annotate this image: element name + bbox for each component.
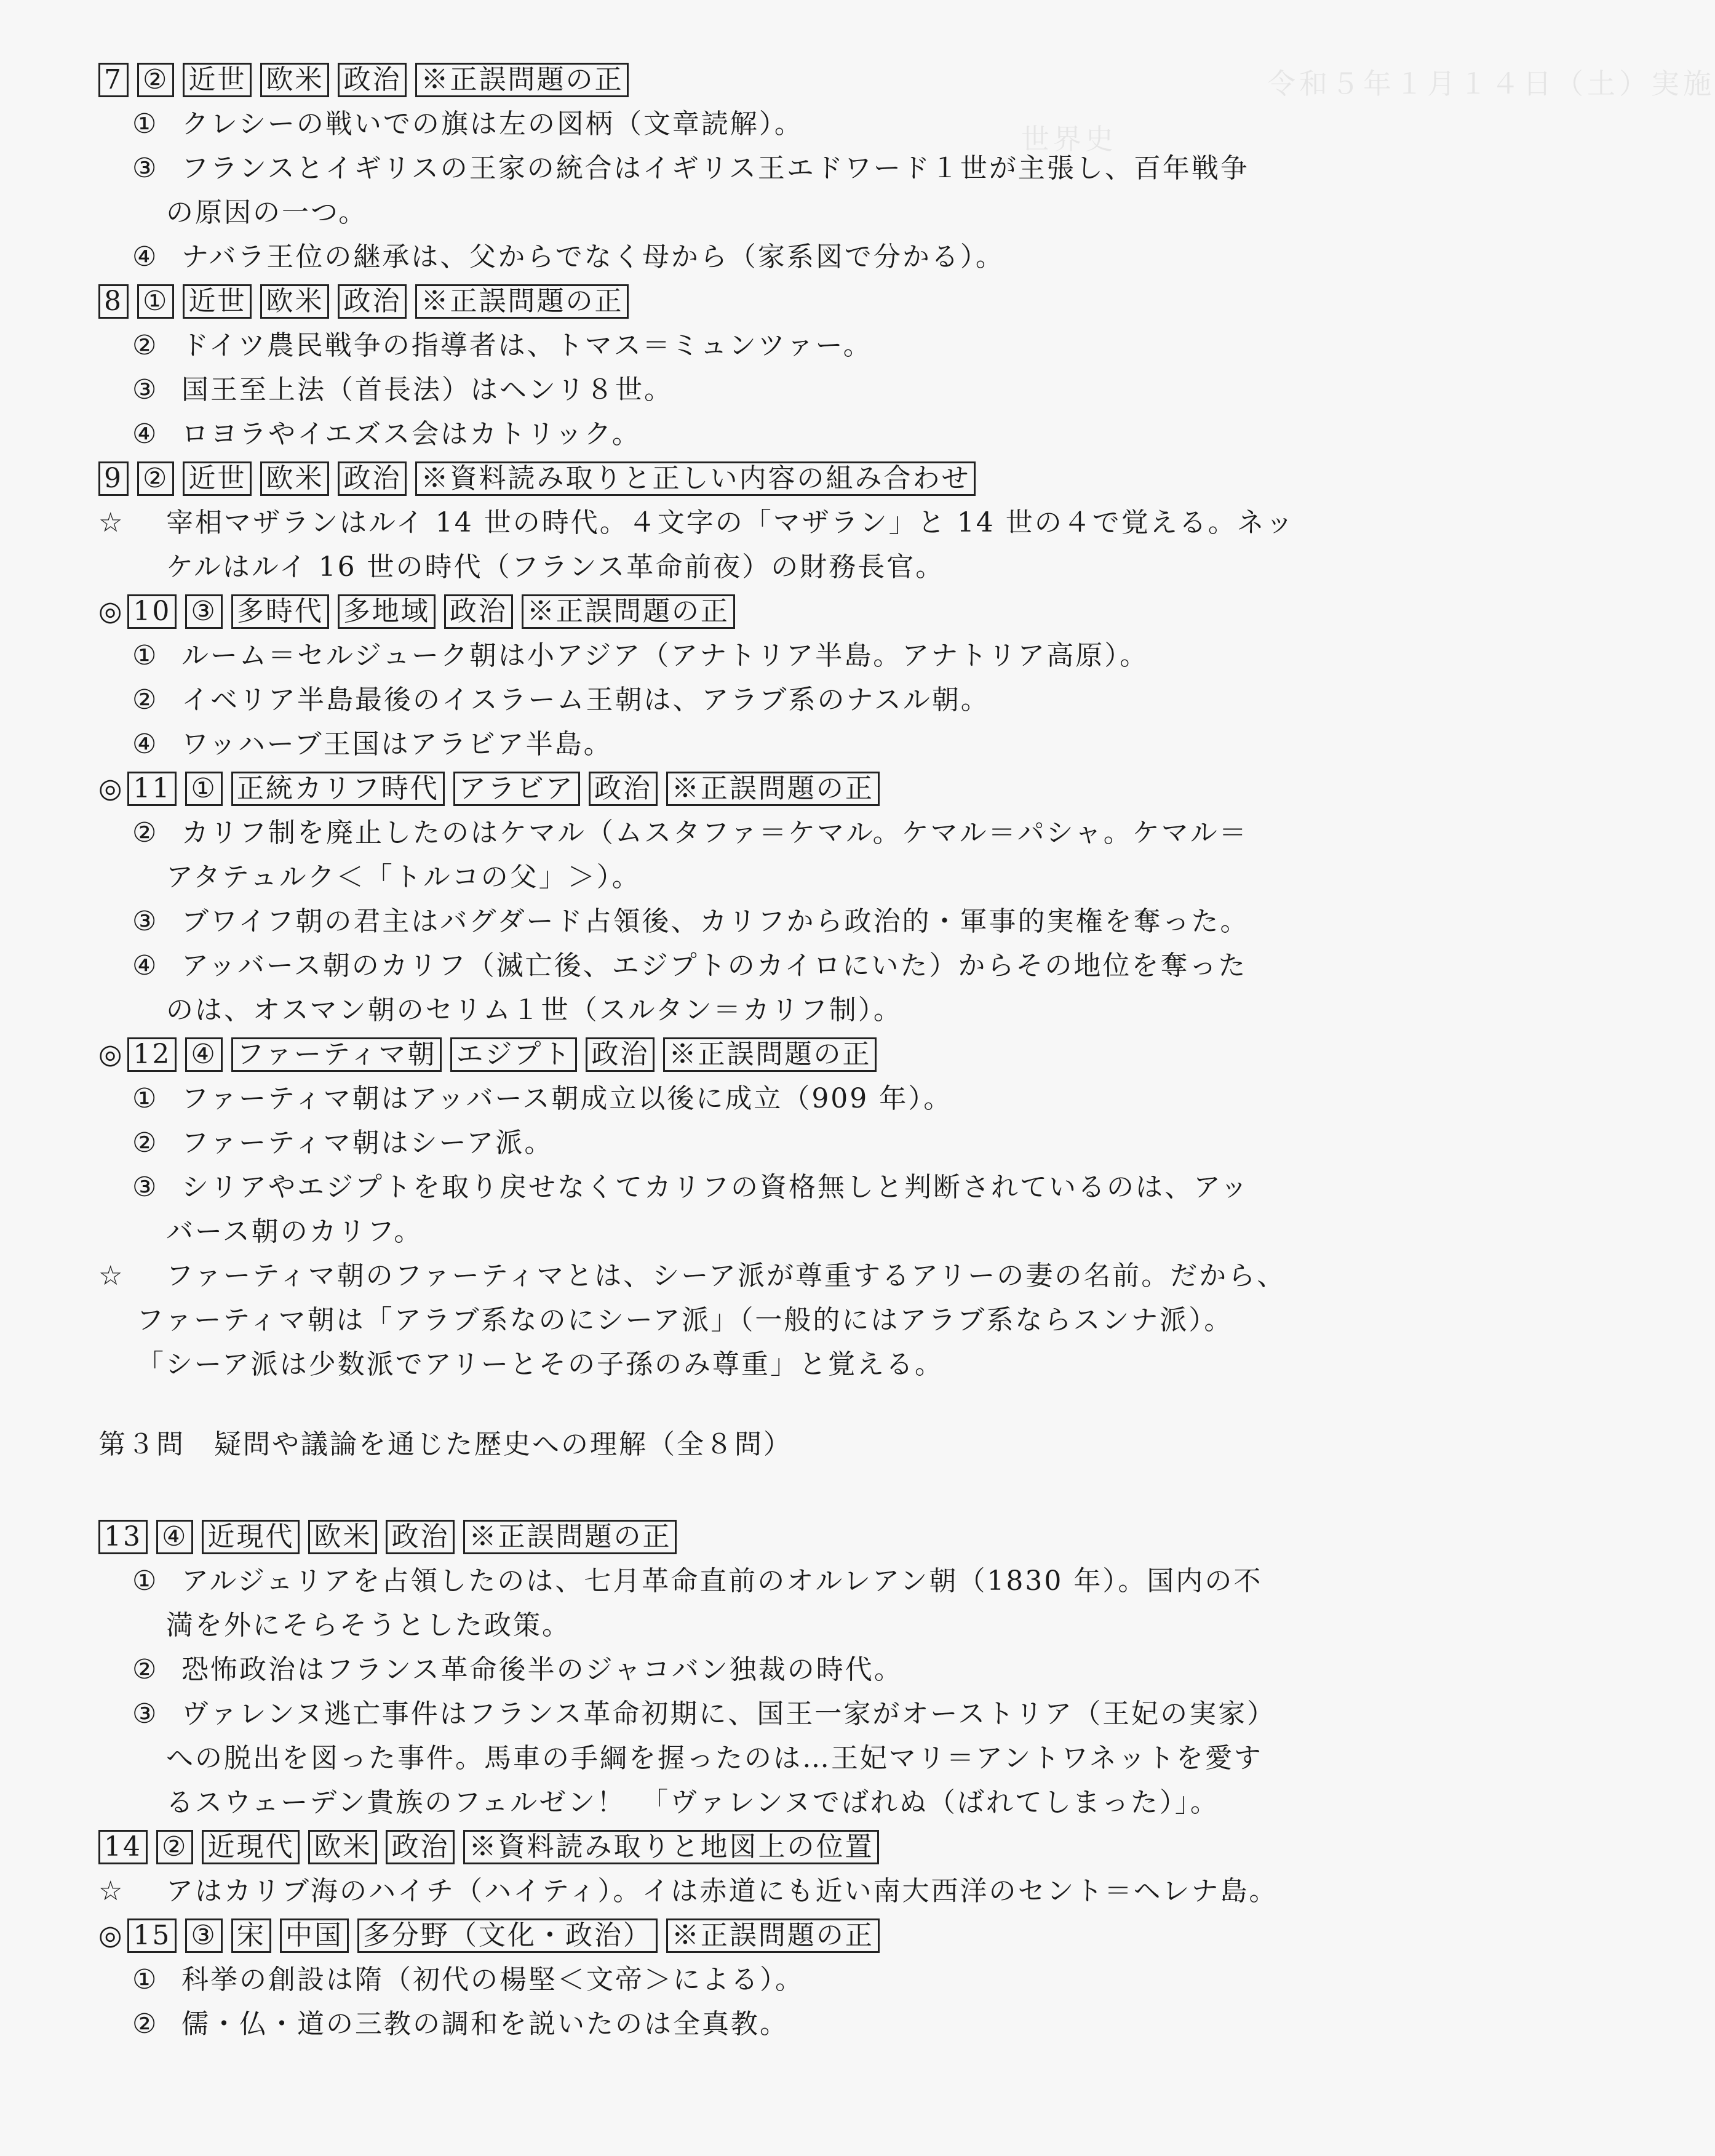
- answer-choice: ③: [185, 1918, 222, 1953]
- commentary-line: [166, 1740, 1495, 1777]
- choice-mark: ④: [132, 729, 159, 760]
- category-tag: 政治: [589, 772, 658, 806]
- answer-choice: ②: [156, 1830, 193, 1864]
- commentary-text: のは、オスマン朝のセリム１世（スルタン＝カリフ制）。: [166, 994, 902, 1026]
- category-tag: 欧米: [260, 63, 329, 97]
- question-header-15: [98, 1917, 1427, 1954]
- question-header-10: [98, 593, 1427, 630]
- commentary-text: イベリア半島最後のイスラーム王朝は、アラブ系のナスル朝。: [181, 684, 990, 716]
- choice-mark: ③: [132, 1172, 159, 1203]
- category-tag: 欧米: [260, 284, 329, 319]
- commentary-line: [166, 549, 1495, 586]
- category-tag: 近現代: [202, 1520, 300, 1554]
- important-mark: ◎: [98, 773, 124, 804]
- question-header-11: [98, 770, 1427, 807]
- star-mark: ☆: [98, 507, 125, 538]
- commentary-line: [132, 903, 1461, 940]
- choice-mark: ②: [132, 817, 159, 848]
- commentary-text: ファーティマ朝のファーティマとは、シーア派が尊重するアリーの妻の名前。だから、: [166, 1260, 1286, 1292]
- category-tag: 宋: [231, 1918, 271, 1953]
- category-tag: 欧米: [260, 461, 329, 496]
- commentary-line: [137, 1346, 1465, 1383]
- bleed-through-title: 令和５年１月１４日（土）実施: [1267, 67, 1715, 100]
- category-tag: 近世: [183, 63, 252, 97]
- commentary-text: への脱出を図った事件。馬車の手綱を握ったのは…王妃マリ＝アントワネットを愛す: [166, 1743, 1263, 1774]
- question-header-13: [98, 1519, 1427, 1555]
- question-number: 14: [98, 1830, 148, 1864]
- category-tag: 政治: [338, 284, 407, 319]
- commentary-line: [166, 859, 1495, 896]
- commentary-line: [132, 682, 1461, 719]
- commentary-text: ブワイフ朝の君主はバグダード占領後、カリフから政治的・軍事的実権を奪った。: [181, 906, 1249, 937]
- commentary-line: [132, 327, 1461, 364]
- commentary-line: [98, 505, 1427, 541]
- important-mark: ◎: [98, 596, 124, 627]
- commentary-line: [132, 1651, 1461, 1688]
- choice-mark: ③: [132, 906, 159, 937]
- commentary-line: [132, 815, 1461, 852]
- commentary-text: 「シーア派は少数派でアリーとその子孫のみ尊重」と覚える。: [137, 1349, 944, 1380]
- category-tag: ※正誤問題の正: [663, 1037, 877, 1072]
- question-number: 7: [98, 63, 129, 97]
- commentary-line: [98, 1873, 1427, 1910]
- commentary-text: 科挙の創設は隋（初代の楊堅＜文帝＞による）。: [181, 1964, 804, 1995]
- category-tag: 欧米: [308, 1830, 377, 1864]
- category-tag: 多地域: [338, 594, 436, 629]
- commentary-line: [132, 150, 1461, 187]
- question-header-8: [98, 283, 1427, 320]
- section-heading: 第３問 疑問や議論を通じた歴史への理解（全８問）: [98, 1429, 792, 1460]
- commentary-text: 満を外にそらそうとした政策。: [166, 1610, 571, 1641]
- choice-mark: ①: [132, 1964, 159, 1995]
- question-number: 10: [127, 594, 177, 629]
- question-number: 9: [98, 461, 129, 496]
- category-tag: 中国: [280, 1918, 349, 1953]
- commentary-text: ファーティマ朝は「アラブ系なのにシーア派」（一般的にはアラブ系ならスンナ派）。: [137, 1304, 1233, 1336]
- choice-mark: ①: [132, 1565, 159, 1597]
- commentary-line: [132, 1125, 1461, 1162]
- choice-mark: ②: [132, 2008, 159, 2040]
- important-mark: ◎: [98, 1920, 124, 1951]
- commentary-line: [98, 1258, 1427, 1295]
- choice-mark: ②: [132, 330, 159, 361]
- commentary-line: [132, 1962, 1461, 1998]
- commentary-text: フランスとイギリスの王家の統合はイギリス王エドワード１世が主張し、百年戦争: [181, 153, 1249, 184]
- commentary-text: バース朝のカリフ。: [166, 1216, 423, 1247]
- important-mark: ◎: [98, 1039, 124, 1070]
- category-tag: 政治: [338, 63, 407, 97]
- commentary-line: [166, 1607, 1495, 1644]
- commentary-line: [166, 194, 1495, 231]
- commentary-line: [132, 2006, 1461, 2043]
- choice-mark: ③: [132, 374, 159, 405]
- category-tag: ※正誤問題の正: [463, 1520, 677, 1554]
- answer-choice: ①: [185, 772, 222, 806]
- choice-mark: ②: [132, 1127, 159, 1159]
- answer-choice: ④: [156, 1520, 193, 1554]
- choice-mark: ④: [132, 241, 159, 273]
- category-tag: 政治: [586, 1037, 655, 1072]
- commentary-line: [132, 1696, 1461, 1733]
- commentary-line: [137, 1302, 1465, 1339]
- category-tag: 近世: [183, 284, 252, 319]
- commentary-line: [166, 992, 1495, 1029]
- commentary-text: アタテュルク＜「トルコの父」＞）。: [166, 861, 641, 893]
- category-tag: アラビア: [453, 772, 580, 806]
- commentary-text: るスウェーデン貴族のフェルゼン！ 「ヴァレンヌでばれぬ（ばれてしまった）」。: [166, 1787, 1219, 1818]
- choice-mark: ①: [132, 1083, 159, 1114]
- category-tag: ※正誤問題の正: [522, 594, 735, 629]
- question-header-12: [98, 1036, 1427, 1073]
- commentary-line: [132, 726, 1461, 763]
- commentary-text: ファーティマ朝はシーア派。: [181, 1127, 554, 1159]
- category-tag: 多時代: [231, 594, 329, 629]
- category-tag: 欧米: [308, 1520, 377, 1554]
- category-tag: ※正誤問題の正: [415, 63, 629, 97]
- commentary-text: ドイツ農民戦争の指導者は、トマス＝ミュンツァー。: [181, 330, 872, 361]
- category-tag: ※正誤問題の正: [666, 772, 880, 806]
- choice-mark: ②: [132, 684, 159, 716]
- category-tag: エジプト: [450, 1037, 577, 1072]
- question-header-9: [98, 460, 1427, 497]
- commentary-line: [132, 1080, 1461, 1117]
- category-tag: 近世: [183, 461, 252, 496]
- commentary-text: カリフ制を廃止したのはケマル（ムスタファ＝ケマル。ケマル＝パシャ。ケマル＝: [181, 817, 1248, 848]
- answer-choice: ①: [137, 284, 174, 319]
- commentary-text: 宰相マザランはルイ 14 世の時代。４文字の「マザラン」と 14 世の４で覚える。ネッ: [166, 507, 1295, 538]
- answer-choice: ④: [185, 1037, 222, 1072]
- commentary-line: [132, 106, 1461, 143]
- commentary-text: アルジェリアを占領したのは、七月革命直前のオルレアン朝（1830 年）。国内の不: [181, 1565, 1263, 1597]
- commentary-line: [132, 1563, 1461, 1600]
- question-number: 8: [98, 284, 129, 319]
- commentary-text: ケルはルイ 16 世の時代（フランス革命前夜）の財務長官。: [166, 551, 945, 583]
- category-tag: 政治: [444, 594, 513, 629]
- choice-mark: ③: [132, 153, 159, 184]
- star-mark: ☆: [98, 1875, 125, 1907]
- choice-mark: ②: [132, 1654, 159, 1685]
- question-header-7: [98, 62, 1427, 98]
- commentary-text: 恐怖政治はフランス革命後半のジャコバン独裁の時代。: [181, 1654, 903, 1685]
- question-number: 13: [98, 1520, 148, 1554]
- commentary-line: [166, 1784, 1495, 1821]
- commentary-line: [132, 239, 1461, 276]
- commentary-line: [132, 1169, 1461, 1206]
- commentary-line: [132, 948, 1461, 984]
- question-number: 15: [127, 1918, 177, 1953]
- category-tag: 多分野（文化・政治）: [357, 1918, 658, 1953]
- commentary-line: [132, 637, 1461, 674]
- choice-mark: ①: [132, 640, 159, 671]
- commentary-line: [166, 1213, 1495, 1250]
- commentary-text: の原因の一つ。: [166, 197, 368, 228]
- question-number: 12: [127, 1037, 177, 1072]
- choice-mark: ①: [132, 108, 159, 140]
- question-number: 11: [127, 772, 177, 806]
- category-tag: ※正誤問題の正: [666, 1918, 880, 1953]
- commentary-text: クレシーの戦いでの旗は左の図柄（文章読解）。: [181, 108, 803, 140]
- commentary-text: ロヨラやイエズス会はカトリック。: [181, 418, 641, 450]
- bleed-through-subtitle: 世界史: [1021, 122, 1117, 156]
- category-tag: 正統カリフ時代: [231, 772, 445, 806]
- commentary-text: 儒・仏・道の三教の調和を説いたのは全真教。: [181, 2008, 789, 2040]
- commentary-text: ワッハーブ王国はアラビア半島。: [181, 729, 613, 760]
- commentary-text: ルーム＝セルジューク朝は小アジア（アナトリア半島。アナトリア高原）。: [181, 640, 1149, 671]
- commentary-line: [132, 416, 1461, 453]
- choice-mark: ③: [132, 1698, 159, 1730]
- category-tag: 政治: [338, 461, 407, 496]
- commentary-text: ヴァレンヌ逃亡事件はフランス革命初期に、国王一家がオーストリア（王妃の実家）: [181, 1698, 1276, 1730]
- answer-choice: ②: [137, 63, 174, 97]
- question-header-14: [98, 1829, 1427, 1866]
- star-mark: ☆: [98, 1260, 125, 1292]
- category-tag: ※資料読み取りと正しい内容の組み合わせ: [415, 461, 976, 496]
- choice-mark: ④: [132, 418, 159, 450]
- answer-choice: ②: [137, 461, 174, 496]
- category-tag: 政治: [386, 1830, 455, 1864]
- category-tag: ※資料読み取りと地図上の位置: [463, 1830, 879, 1864]
- category-tag: 近現代: [202, 1830, 300, 1864]
- choice-mark: ④: [132, 950, 159, 981]
- answer-choice: ③: [185, 594, 222, 629]
- commentary-text: ナバラ王位の継承は、父からでなく母から（家系図で分かる）。: [181, 241, 1005, 273]
- category-tag: ※正誤問題の正: [415, 284, 629, 319]
- category-tag: ファーティマ朝: [231, 1037, 442, 1072]
- commentary-text: アはカリブ海のハイチ（ハイティ）。イは赤道にも近い南大西洋のセント＝ヘレナ島。: [166, 1875, 1278, 1907]
- commentary-text: 国王至上法（首長法）はヘンリ８世。: [181, 374, 673, 405]
- commentary-text: ファーティマ朝はアッバース朝成立以後に成立（909 年）。: [181, 1083, 953, 1114]
- category-tag: 政治: [386, 1520, 455, 1554]
- commentary-text: アッバース朝のカリフ（滅亡後、エジプトのカイロにいた）からその地位を奪った: [181, 950, 1247, 981]
- commentary-line: [132, 372, 1461, 409]
- commentary-text: シリアやエジプトを取り戻せなくてカリフの資格無しと判断されているのは、アッ: [181, 1172, 1249, 1203]
